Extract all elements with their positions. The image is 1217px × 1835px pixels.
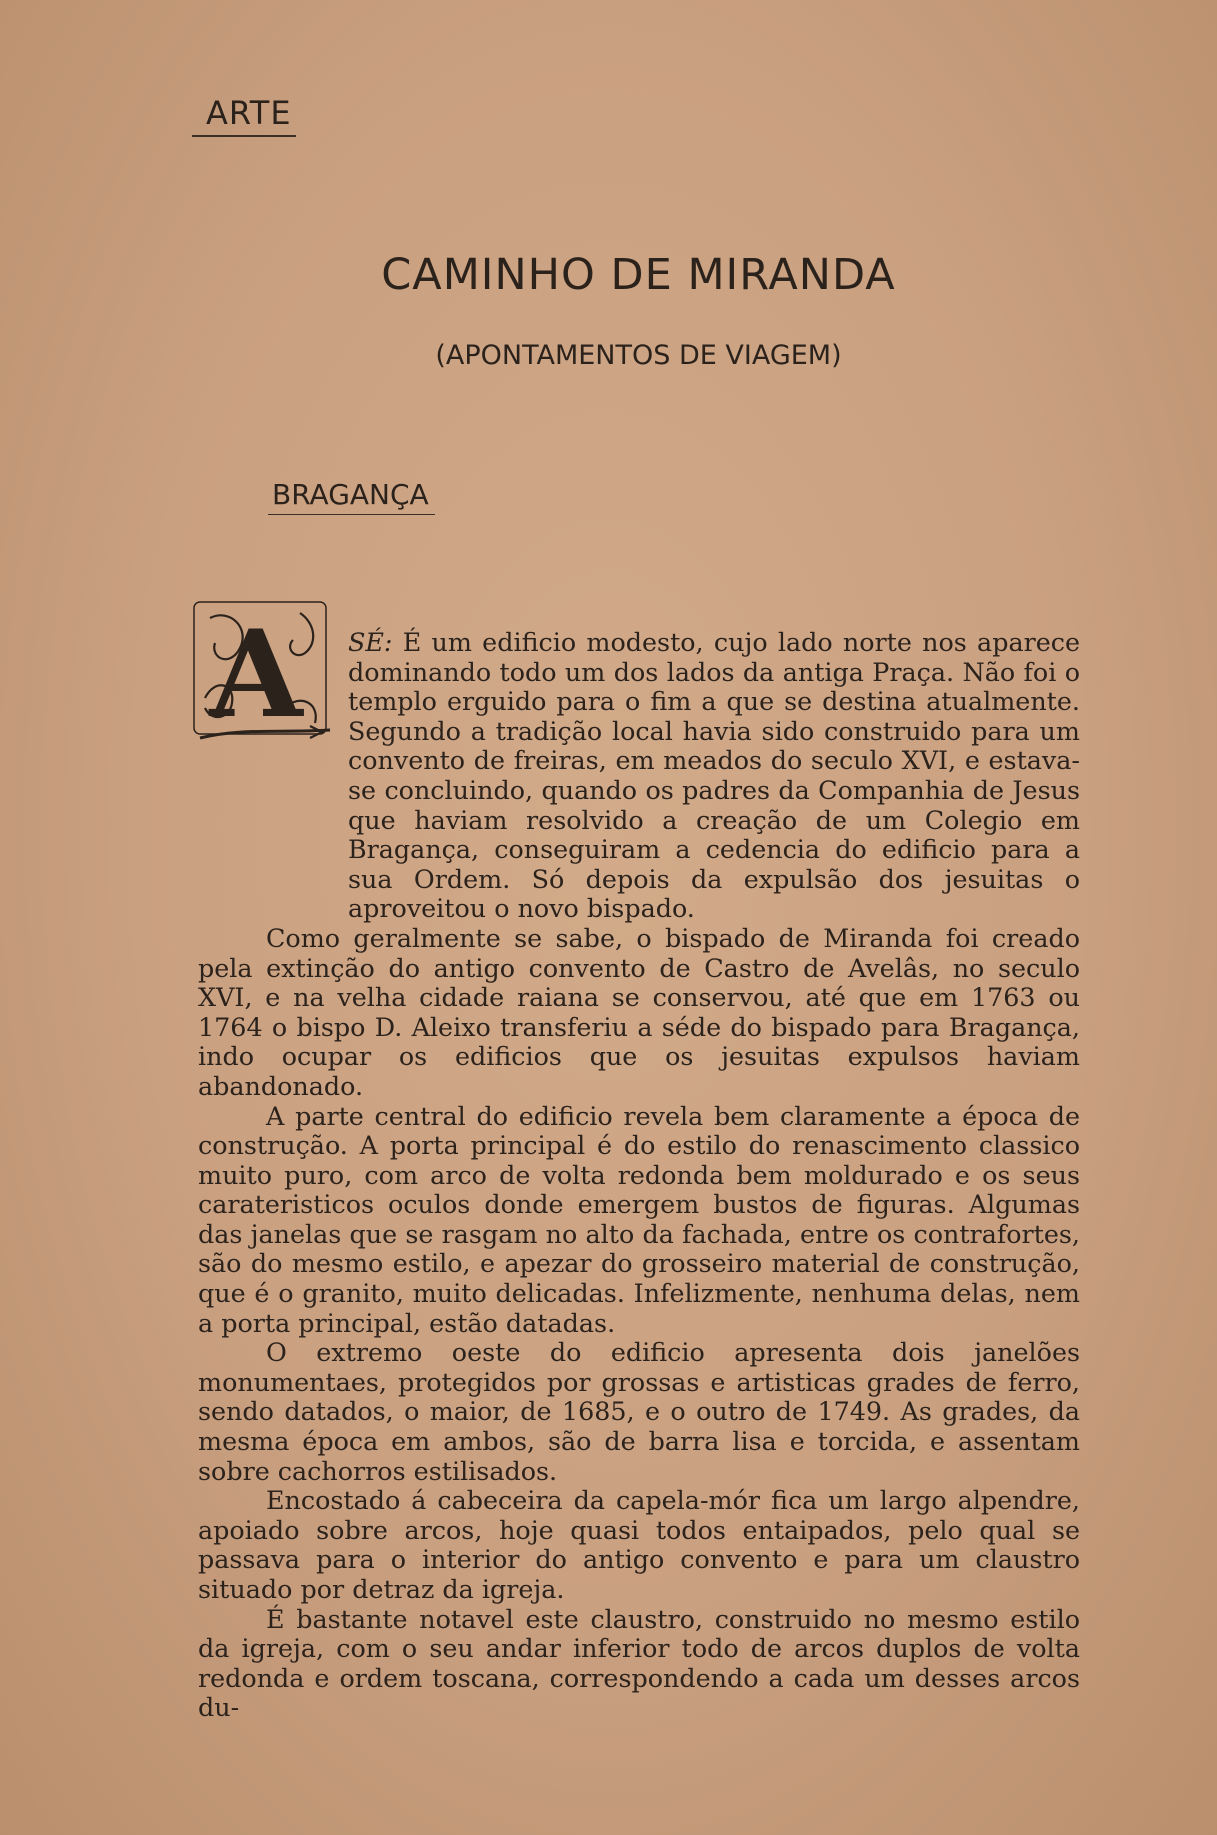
paragraph-3: A parte central do edificio revela bem claramente a época de construção. A porta principal é do estilo do renascimento classico muito puro, com arco de volta redonda bem moldurado e os seus carateristicos oculos donde emergem bustos de figuras. Algumas das janelas que se rasgam no alto da fachada, entre os contrafortes, são do mesmo estilo, e apezar do grosseiro material de construção, que é o granito, muito delicadas. Infelizmente, nenhuma delas, nem a porta principal, estão datadas. bbox=[198, 1100, 1080, 1338]
article-title: CAMINHO DE MIRANDA bbox=[381, 250, 896, 300]
paragraph-1 bbox=[198, 628, 1080, 924]
article-body bbox=[198, 628, 1080, 1723]
paragraph-4: O extremo oeste do edificio apresenta dois janelões monumentaes, protegidos por grossas e artisticas grades de ferro, sendo datados, o maior, de 1685, e o outro de 1749. As grades, da mesma época em ambos, são de barra lisa e torcida, e assentam sobre cachorros estilisados. bbox=[198, 1337, 1080, 1486]
lead-word: SÉ: bbox=[348, 627, 393, 657]
section-label: ARTE bbox=[192, 96, 296, 137]
paragraph-5: Encostado á cabeceira da capela-mór fica um largo alpendre, apoiado sobre arcos, hoje quasi todos entaipados, pelo qual se passava para o interior do antigo convento e para um claustro situado por detraz da igreja. bbox=[198, 1485, 1080, 1604]
svg-text:A: A bbox=[209, 604, 303, 745]
article-subtitle: (APONTAMENTOS DE VIAGEM) bbox=[435, 340, 842, 371]
paragraph-2: Como geralmente se sabe, o bispado de Miranda foi creado pela extinção do antigo convento de Castro de Avelâs, no seculo XVI, e na velha cidade raiana se conservou, até que em 1763 ou 1764 o bispo D. Aleixo transferiu a séde do bispado para Bragança, indo ocupar os edificios que os jesuitas expulsos haviam abandonado. bbox=[198, 922, 1080, 1101]
paragraph-6: É bastante notavel este claustro, construido no mesmo estilo da igreja, com o seu andar inferior todo de arcos duplos de volta redonda e ordem toscana, correspondendo a cada um desses arcos du- bbox=[198, 1603, 1080, 1723]
paragraph-text: É um edificio modesto, cujo lado norte nos aparece dominando todo um dos lados da antiga Praça. Não foi o templo erguido para o fim a que se destina atualmente. Segundo a tradição local havia sido construido para um convento de freiras, em meados do seculo XVI, e estava-se concluindo, quando os padres da Companhia de Jesus que haviam resolvido a creação de um Colegio em Bragança, conseguiram a cedencia do edificio para a sua Ordem. Só depois da expulsão dos jesuitas o aproveitou o novo bispado. bbox=[348, 627, 1080, 924]
section-heading: BRAGANÇA bbox=[268, 478, 435, 515]
